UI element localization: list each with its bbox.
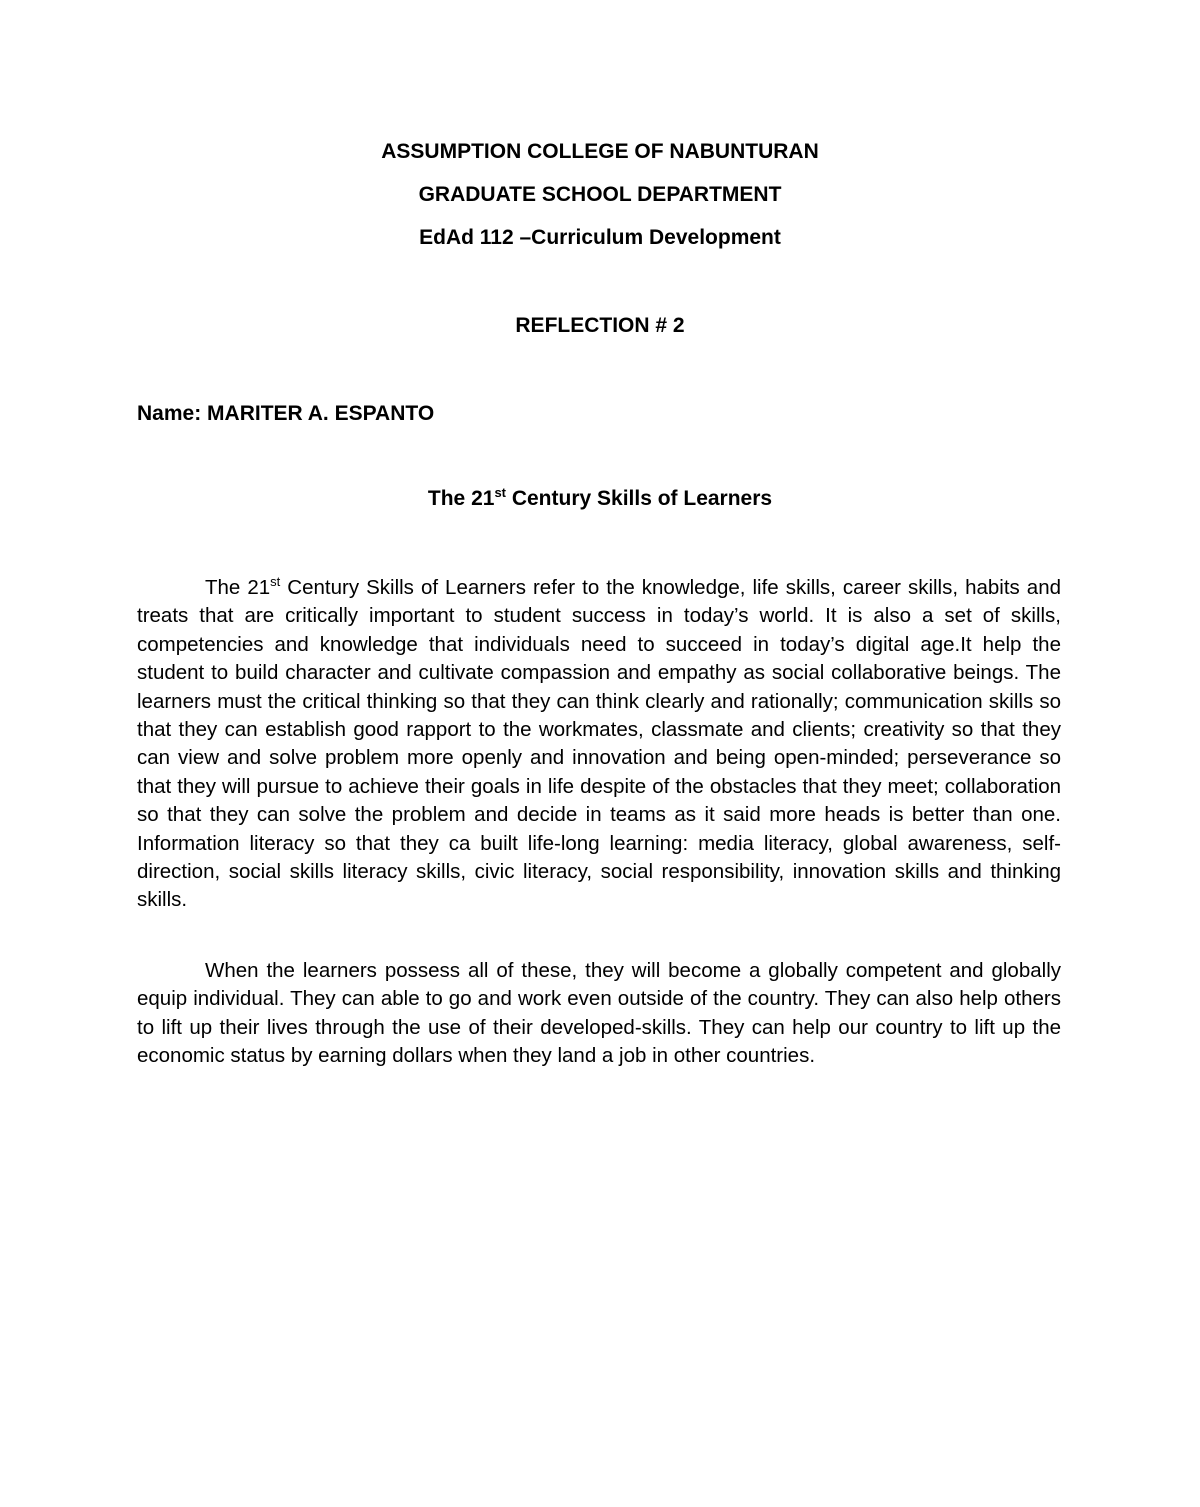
student-name: MARITER A. ESPANTO bbox=[207, 402, 435, 425]
student-name-line bbox=[137, 402, 434, 426]
name-label: Name: bbox=[137, 402, 202, 425]
college-name: ASSUMPTION COLLEGE OF NABUNTURAN bbox=[381, 140, 819, 163]
essay-title-suffix: Century Skills of Learners bbox=[506, 487, 773, 510]
essay-title bbox=[0, 487, 1200, 511]
essay-paragraph-2: When the learners possess all of these, they will become a globally competent and globally equip individual. They can able to go and work even outside of the country. They can also help others to lift up their lives through the use of their developed-skills. They can help our country to lift up the economic status by earning dollars when they land a job in other countries. bbox=[137, 959, 1061, 1068]
department-name: GRADUATE SCHOOL DEPARTMENT bbox=[418, 183, 782, 206]
reflection-number: REFLECTION # 2 bbox=[515, 314, 685, 337]
course-title: EdAd 112 –Curriculum Development bbox=[419, 226, 781, 249]
essay-title-prefix: The 21 bbox=[427, 487, 495, 510]
paragraph-1-text: Century Skills of Learners refer to the knowledge, life skills, career skills, habits and treats that are critically important to student success in today’s world. It is also a set of skills, competencies and knowledge that individuals need to succeed in today’s digital age.It help the student to build character and cultivate compassion and empathy as social collaborative beings. The learners must the critical thinking so that they can think clearly and rationally; communication skills so that they can establish good rapport to the workmates, classmate and clients; creativity so that they can view and solve problem more openly and innovation and being open-minded; perseverance so that they will pursue to achieve their goals in life despite of the obstacles that they meet; collaboration so that they can solve the problem and decide in teams as it said more heads is better than one. Information literacy so that they ca built life-long learning: media literacy, global awareness, self-direction, social skills literacy skills, civic literacy, social responsibility, innovation skills and thinking skills. bbox=[137, 576, 1061, 912]
paragraph-1-superscript: st bbox=[270, 574, 281, 589]
paragraph-1-prefix: The 21 bbox=[205, 576, 271, 599]
essay-paragraph-1 bbox=[137, 574, 1061, 915]
essay-title-superscript: st bbox=[494, 485, 506, 500]
